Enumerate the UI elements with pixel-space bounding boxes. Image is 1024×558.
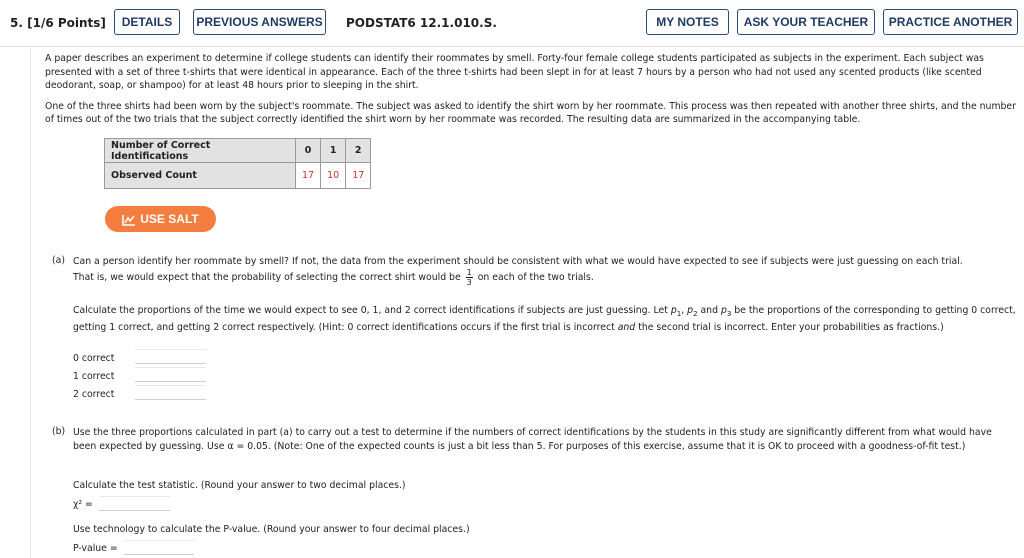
chi-square-label: χ² = bbox=[73, 499, 93, 510]
chi-square-input[interactable] bbox=[99, 496, 170, 511]
table-column-header: 0 bbox=[296, 139, 321, 163]
table-column-header: 1 bbox=[321, 139, 346, 163]
answer-label-2-correct: 2 correct bbox=[73, 389, 115, 400]
problem-id: PODSTAT6 12.1.010.S. bbox=[346, 16, 497, 30]
table-column-header: 2 bbox=[346, 139, 371, 163]
intro-paragraph-2: One of the three shirts had been worn by the subject's roommate. The subject was asked to identify the shirt worn by her roommate. This process was then repeated with another three shirts, and the number of times out of the two trials that the subject correctly identified the shirt worn by her roommate was recorded. The resulting data are summarized in the accompanying table. bbox=[45, 100, 1016, 125]
answer-label-0-correct: 0 correct bbox=[73, 353, 115, 364]
intro-paragraph-1: A paper describes an experiment to determine if college students can identify their roommates by smell. Forty-four female college students participated as subjects in the experiment. Each subject was presented with a set of three t-shirts that were identical in appearance. Each of the three t-shirts had been slept in for at least 7 hours by a person who had not used any scented products (like scented deodorant, soap, or shampoo) for at least 48 hours prior to sleeping in the shirt. bbox=[45, 53, 984, 91]
part-b-label: (b) bbox=[52, 426, 66, 437]
one-correct-input[interactable] bbox=[135, 367, 206, 382]
two-correct-input[interactable] bbox=[135, 385, 206, 400]
part-a-text-3: Calculate the proportions of the time we would expect to see 0, 1, and 2 correct identifications if subjects are just guessing. Let $p_1$, $p_2$ and $p_3$ be the proportions of the corresponding to getting 0 correct, getting 1 correct, and getting 2 correct respectively. (Hint: 0 correct identifications occurs if the first trial is incorrect and the second trial is incorrect. Enter your probabilities as fractions.) bbox=[73, 305, 1016, 334]
previous-answers-button[interactable]: PREVIOUS ANSWERS bbox=[193, 9, 326, 35]
table-row bbox=[105, 163, 371, 189]
table-cell: 17 bbox=[296, 163, 321, 189]
zero-correct-input[interactable] bbox=[135, 349, 206, 364]
points-label: [1/6 Points] bbox=[27, 16, 106, 30]
content-divider bbox=[30, 48, 31, 558]
observed-data-table bbox=[104, 138, 371, 189]
my-notes-button[interactable]: MY NOTES bbox=[646, 9, 729, 35]
one-third-fraction: $\frac{1}{3}$ bbox=[466, 268, 472, 287]
practice-another-button[interactable]: PRACTICE ANOTHER bbox=[883, 9, 1018, 35]
part-b-text: Use the three proportions calculated in part (a) to carry out a test to determine if the numbers of correct identifications by the students in this study are significantly different from what would have been expected by guessing. Use α = 0.05. (Note: One of the expected counts is just a bit less than 5. For purposes of this exercise, assume that it is OK to proceed with a goodness-of-fit test.) bbox=[73, 427, 992, 452]
test-statistic-prompt: Calculate the test statistic. (Round your answer to two decimal places.) bbox=[73, 480, 406, 491]
table-row bbox=[105, 139, 371, 163]
answer-label-1-correct: 1 correct bbox=[73, 371, 115, 382]
part-a-label: (a) bbox=[52, 255, 65, 266]
ask-teacher-button[interactable]: ASK YOUR TEACHER bbox=[737, 9, 875, 35]
question-intro bbox=[45, 52, 1020, 127]
part-a-text-1: Can a person identify her roommate by smell? If not, the data from the experiment should be consistent with what we would have expected to see if subjects were just guessing on each trial. bbox=[73, 256, 963, 267]
salt-chart-icon bbox=[122, 214, 136, 226]
question-number: 5. [1/6 Points] bbox=[10, 16, 106, 30]
table-header-label: Number of Correct Identifications bbox=[105, 139, 296, 163]
table-row-label: Observed Count bbox=[105, 163, 296, 189]
table-cell: 17 bbox=[346, 163, 371, 189]
p-value-input[interactable] bbox=[124, 540, 194, 555]
p-value-label: P-value = bbox=[73, 543, 118, 554]
table-cell: 10 bbox=[321, 163, 346, 189]
use-salt-label: USE SALT bbox=[140, 212, 199, 226]
details-button[interactable]: DETAILS bbox=[114, 9, 180, 35]
p-value-prompt: Use technology to calculate the P-value. (Round your answer to four decimal places.) bbox=[73, 524, 470, 535]
use-salt-button[interactable] bbox=[105, 206, 216, 232]
question-header bbox=[0, 0, 1024, 47]
part-a-text-2: That is, we would expect that the probability of selecting the correct shirt would be $\frac{1}{3}$ on each of the two trials. bbox=[73, 268, 594, 287]
